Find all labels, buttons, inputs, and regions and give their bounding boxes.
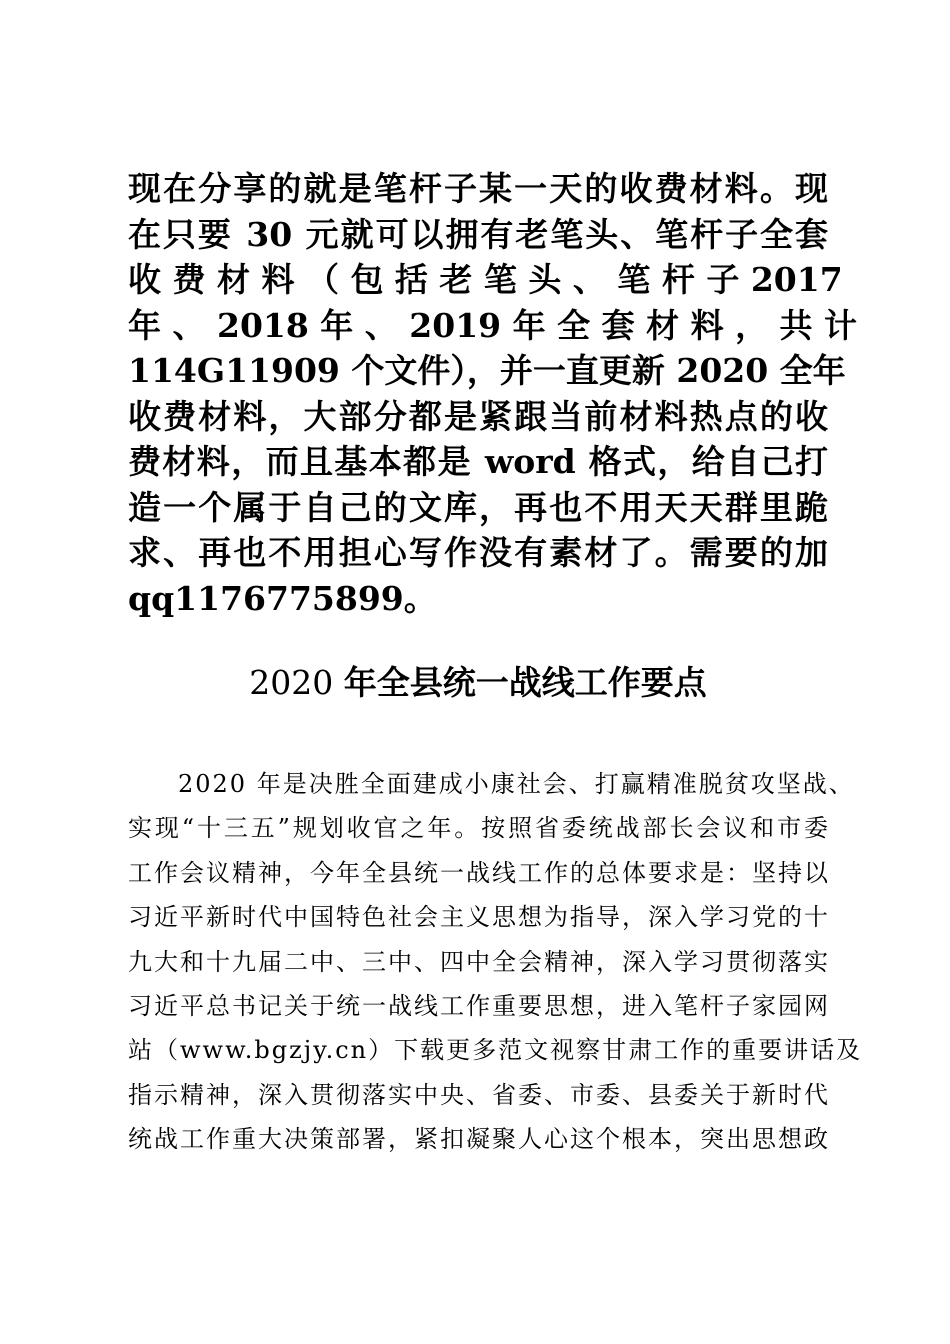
title-text: 年全县统一战线工作要点 bbox=[343, 663, 707, 702]
promo-line: 在只要 30 元就可以拥有老笔头、笔杆子全套 bbox=[128, 214, 828, 254]
promo-paragraph bbox=[128, 166, 858, 621]
promo-line: 年 、 2018 年 、 2019 年 全 套 材 料 ， 共 计 bbox=[128, 305, 858, 345]
body-line: 实现“十三五”规划收官之年。按照省委统战部长会议和市委 bbox=[128, 814, 830, 843]
body-line: 习近平总书记关于统一战线工作重要思想，进入笔杆子家园网 bbox=[128, 992, 830, 1021]
body-line: 2020 年是决胜全面建成小康社会、打赢精准脱贫攻坚战、 bbox=[178, 770, 855, 798]
promo-line: qq1176775899。 bbox=[128, 578, 437, 618]
promo-line: 收 费 材 料 （ 包 括 老 笔 头 、 笔 杆 子 2017 bbox=[128, 260, 843, 299]
promo-line: 造一个属于自己的文库，再也不用天天群里跪 bbox=[128, 487, 828, 527]
body-line: 工作会议精神，今年全县统一战线工作的总体要求是：坚持以 bbox=[128, 858, 830, 887]
promo-line: 现在分享的就是笔杆子某一天的收费材料。现 bbox=[128, 169, 828, 208]
promo-line: 114G11909 个文件），并一直更新 2020 全年 bbox=[128, 351, 846, 390]
body-line: 站（www.bgzjy.cn）下载更多范文视察甘肃工作的重要讲话及 bbox=[128, 1036, 863, 1065]
body-line: 统战工作重大决策部署，紧扣凝聚人心这个根本，突出思想政 bbox=[128, 1125, 830, 1154]
body-line: 九大和十九届二中、三中、四中全会精神，深入学习贯彻落实 bbox=[128, 947, 830, 976]
body-paragraph bbox=[128, 762, 863, 1162]
promo-line: 费材料，而且基本都是 word 格式，给自己打 bbox=[128, 442, 828, 481]
title-year: 2020 bbox=[249, 663, 334, 702]
promo-line: 收费材料，大部分都是紧跟当前材料热点的收 bbox=[128, 396, 828, 436]
body-line: 习近平新时代中国特色社会主义思想为指导，深入学习党的十 bbox=[128, 903, 830, 932]
body-line: 指示精神，深入贯彻落实中央、省委、市委、县委关于新时代 bbox=[128, 1080, 830, 1109]
promo-line: 求、再也不用担心写作没有素材了。需要的加 bbox=[128, 533, 828, 572]
document-title bbox=[128, 660, 828, 706]
